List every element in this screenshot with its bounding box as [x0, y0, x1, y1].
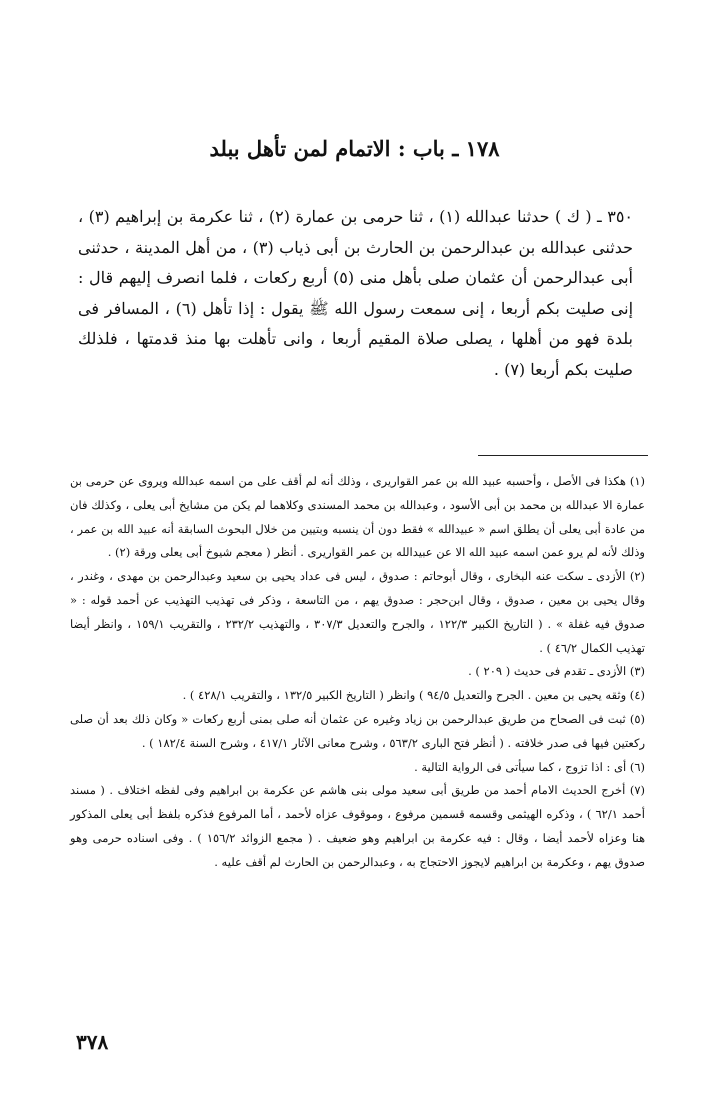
hadith-paragraph: ٣٥٠ ـ ( ك ) حدثنا عبدالله (١) ، ثنا حرمى بن عمارة (٢) ، ثنا عكرمة بن إبراهيم (٣) ، حدثنى عبدالله بن عبدالرحمن بن الحارث بن أبى ذياب (٣) ، من أهل المدينة ، حدثنى أبى عبدالرحمن أن عثمان صلى بأهل منى (٥) أربع ركعات ، فلما انصرف إليهم قال : إنى صليت بكم أربعا ، إنى سمعت رسول الله ﷺ يقول : إذا تأهل (٦) ، المسافر فى بلدة فهو من أهلها ، يصلى صلاة المقيم أربعا ، وانى تأهلت بها منذ قدمتها ، فلذلك صليت بكم أربعا (٧) .: [78, 207, 634, 379]
page-number: ٣٧٨: [76, 1030, 109, 1054]
footnote-1: (١) هكذا فى الأصل ، وأحسبه عبيد الله بن عمر القواريرى ، وذلك أنه لم أقف على من اسمه عبدالله ويروى عن حرمى بن عمارة الا عبدالله بن محمد بن أبى الأسود ، وعبدالله بن محمد المسندى وكلاهما لم يكن من مشايخ أبى يعلى ، وكذلك فان من عادة أبى يعلى أن يطلق اسم « عبيدالله » فقط دون أن ينسبه وبتيين من خلال البحوث السابقة أنه عبيد الله بن عمر ، وذلك لأنه لم يرو عمن اسمه عبيد الله الا عن عبيدالله بن عمر القواريرى . أنظر ( معجم شيوخ أبى يعلى ورقة (٢) .: [70, 474, 645, 560]
footnote-4: (٤) وثقه يحيى بن معين . الجرح والتعديل ٩٤/٥ ) وانظر ( التاريخ الكبير ١٣٢/٥ ، والتقريب ٤٢٨/١ ) .: [182, 688, 645, 703]
footnote-7: (٧) أخرج الحديث الامام أحمد من طريق أبى سعيد مولى بنى هاشم عن عكرمة بن ابراهيم وفى لفظه اختلاف . ( مسند أحمد ٦٢/١ ) ، وذكره الهيثمى وقسمه قسمين مرفوع ، وموقوف عزاه لأحمد ، أما المرفوع فذكره بلفظ أبى يعلى المذكور هنا وعزاه لأحمد أيضا ، وقال : فيه عكرمة بن ابراهيم وهو ضعيف . ( مجمع الزوائد ١٥٦/٢ ) . وفى اسناده حرمى وهو صدوق يهم ، وعكرمة بن ابراهيم لايجوز الاحتجاج به ، وعبدالرحمن بن الحارث لم أقف عليه .: [70, 783, 646, 869]
footnote-divider: [478, 455, 648, 456]
footnote-2: (٢) الأزدى ـ سكت عنه البخارى ، وقال أبوحاتم : صدوق ، ليس فى عداد يحيى بن سعيد وعبدالرحمن بن مهدى ، وغندر ، وقال يحيى بن معين ، صدوق ، وقال ابن‌حجر : صدوق يهم ، من التاسعة ، وذكر فى تهذيب التهذيب عن أحمد قوله : « صدوق فيه غفلة » . ( التاريخ الكبير ١٢٢/٣ ، والجرح والتعديل ٣٠٧/٣ ، والتهذيب ٢٣٢/٢ ، والتقريب ١٥٩/١ ، وانظر أيضا تهذيب الكمال ٤٦/٢ ) .: [70, 569, 646, 655]
footnote-3: (٣) الأزدى ـ تقدم فى حديث ( ٢٠٩ ) .: [468, 664, 645, 679]
footnotes: [70, 470, 645, 875]
chapter-title: ١٧٨ ـ باب : الاتمام لمن تأهل ببلد: [209, 136, 500, 161]
footnote-5: (٥) ثبت فى الصحاح من طريق عبدالرحمن بن زياد وغيره عن عثمان أنه صلى بمنى أربع ركعات « وكان ذلك بعد أن صلى ركعتين فيها فى صدر خلافته . ( أنظر فتح البارى ٥٦٣/٢ ، وشرح معانى الآثار ٤١٧/١ ، وشرح السنة ١٨٢/٤ ) .: [70, 711, 645, 750]
main-text: [78, 202, 633, 385]
footnote-6: (٦) أى : اذا تزوج ، كما سيأتى فى الرواية التالية .: [414, 759, 645, 774]
